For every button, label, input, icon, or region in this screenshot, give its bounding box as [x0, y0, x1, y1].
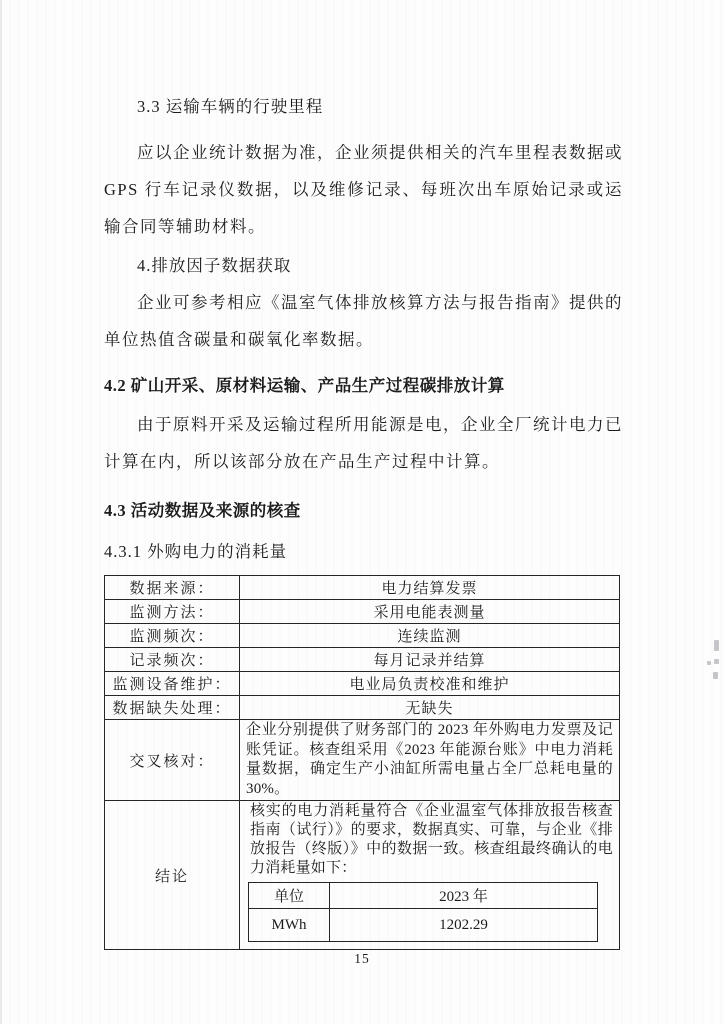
- electricity-verification-table: [104, 575, 620, 950]
- row-label: 结论: [105, 801, 240, 950]
- year-header: 2023 年: [330, 883, 598, 909]
- section-heading-4: 4.排放因子数据获取: [137, 256, 292, 275]
- scan-artifact: [707, 661, 711, 665]
- section-heading-3-3: 3.3 运输车辆的行驶里程: [137, 97, 324, 116]
- row-missing-data-handling: [105, 696, 620, 720]
- row-label: 记录频次：: [105, 648, 240, 672]
- page-content: [104, 88, 623, 950]
- consumption-value-row: [249, 909, 598, 942]
- scan-artifact: [714, 640, 719, 651]
- row-monitoring-frequency: [105, 624, 620, 648]
- row-monitoring-method: [105, 600, 620, 624]
- row-data-source: [105, 576, 620, 600]
- conclusion-text: 核实的电力消耗量符合《企业温室气体排放报告核查指南（试行）》的要求，数据真实、可靠，与企业《排放报告（终版）》中的数据一致。核查组最终确认的电力消耗量如下：: [250, 803, 613, 876]
- row-value: 电业局负责校准和维护: [240, 672, 620, 696]
- scan-artifact: [713, 672, 718, 679]
- conclusion-cell: [240, 801, 620, 950]
- row-value: 无缺失: [240, 696, 620, 720]
- paragraph-mining-transport: 由于原料开采及运输过程所用能源是电，企业全厂统计电力已计算在内，所以该部分放在产品生产过程中计算。: [104, 415, 623, 471]
- paragraph-emission-factor: 企业可参考相应《温室气体排放核算方法与报告指南》提供的单位热值含碳量和碳氧化率数据。: [104, 293, 623, 349]
- row-label: 监测设备维护：: [105, 672, 240, 696]
- row-equipment-maintenance: [105, 672, 620, 696]
- row-label: 交叉核对：: [105, 720, 240, 801]
- row-recording-frequency: [105, 648, 620, 672]
- section-heading-4-3-1: 4.3.1 外购电力的消耗量: [104, 542, 288, 561]
- consumption-value: 1202.29: [330, 909, 598, 942]
- row-label: 监测方法：: [105, 600, 240, 624]
- electricity-consumption-table: [248, 882, 598, 942]
- cross-check-text: 企业分别提供了财务部门的 2023 年外购电力发票及记账凭证。核查组采用《2023 年能源台账》中电力消耗量数据，确定生产小油缸所需电量占全厂总耗电量的 30%。: [240, 720, 620, 801]
- section-heading-4-3: 4.3 活动数据及来源的核查: [104, 501, 301, 520]
- row-value: 采用电能表测量: [240, 600, 620, 624]
- row-value: 每月记录并结算: [240, 648, 620, 672]
- section-heading-4-2: 4.2 矿山开采、原材料运输、产品生产过程碳排放计算: [104, 376, 505, 395]
- row-value: 连续监测: [240, 624, 620, 648]
- scan-edge-shadow: [0, 0, 2, 1024]
- paragraph-vehicle-mileage: 应以企业统计数据为准，企业须提供相关的汽车里程表数据或 GPS 行车记录仪数据，以及维修记录、每班次出车原始记录或运输合同等辅助材料。: [104, 143, 623, 236]
- row-label: 数据缺失处理：: [105, 696, 240, 720]
- unit-value: MWh: [249, 909, 330, 942]
- page-number: 15: [354, 951, 370, 966]
- row-label: 数据来源：: [105, 576, 240, 600]
- scan-artifact: [714, 659, 719, 664]
- row-conclusion: [105, 801, 620, 950]
- row-cross-check: [105, 720, 620, 801]
- row-label: 监测频次：: [105, 624, 240, 648]
- row-value: 电力结算发票: [240, 576, 620, 600]
- unit-header: 单位: [249, 883, 330, 909]
- consumption-header-row: [249, 883, 598, 909]
